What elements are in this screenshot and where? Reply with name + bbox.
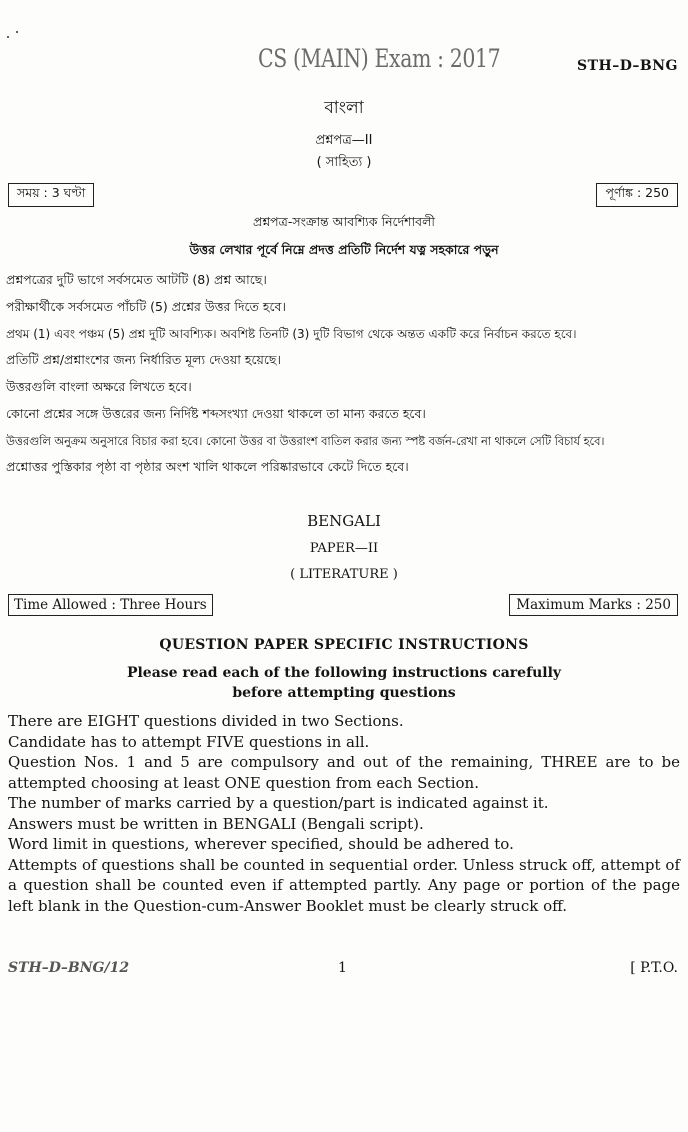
english-instruction-line: Attempts of questions shall be counted in sequential order. Unless struck off, attempt of a question shall be counted even if attempted partly. Any page or portion of the page left blank in the Question-cum-Answer Booklet must be clearly struck off.	[8, 855, 680, 915]
page-number: 1	[338, 960, 347, 976]
bengali-time-box: সময় : 3 ঘণ্টা	[8, 183, 94, 207]
bengali-instructions-heading: প্রশ্নপত্র-সংক্রান্ত আবশ্যিক নির্দেশাবলী	[252, 214, 436, 229]
bengali-instruction-line: কোনো প্রশ্নের সঙ্গে উত্তরের জন্য নির্দিষ্ট শব্দসংখ্যা দেওয়া থাকলে তা মান্য করতে হবে।	[6, 406, 426, 421]
bengali-instruction-line: প্রথম (1) এবং পঞ্চম (5) প্রশ্ন দুটি আবশ্যিক। অবশিষ্ট তিনটি (3) দুটি বিভাগ থেকে অন্তত একটি করে নির্বাচন করতে হবে।	[6, 327, 577, 341]
footer-code: STH–D–BNG/12	[8, 960, 130, 976]
english-instruction-line: Candidate has to attempt FIVE questions in all.	[8, 732, 370, 751]
scan-speck	[16, 31, 18, 33]
english-instruction-line: Question Nos. 1 and 5 are compulsory and out of the remaining, THREE are to be attempted choosing at least ONE question from each Section.	[8, 753, 680, 792]
english-instructions-heading: QUESTION PAPER SPECIFIC INSTRUCTIONS	[159, 637, 529, 653]
english-instructions-subheading-1: Please read each of the following instructions carefully	[126, 665, 562, 681]
english-subtitle: ( LITERATURE )	[290, 567, 398, 582]
bengali-instruction-line: পরীক্ষার্থীকে সর্বসমেত পাঁচটি (5) প্রশ্নের উত্তর দিতে হবে।	[6, 299, 286, 314]
bengali-instruction-line: প্রশ্নোত্তর পুস্তিকার পৃষ্ঠা বা পৃষ্ঠার অংশ খালি থাকলে পরিষ্কারভাবে কেটে দিতে হবে।	[6, 459, 409, 474]
bengali-marks-box: পূর্ণাঙ্ক : 250	[596, 183, 678, 207]
scan-speck	[7, 36, 9, 38]
bengali-instruction-line: উত্তরগুলি বাংলা অক্ষরে লিখতে হবে।	[6, 379, 192, 394]
english-instruction-line: Word limit in questions, wherever specified, should be adhered to.	[8, 835, 514, 853]
bengali-instruction-line: প্রশ্নপত্রের দুটি ভাগে সর্বসমেত আটটি (8) প্রশ্ন আছে।	[6, 272, 267, 287]
english-time-box: Time Allowed : Three Hours	[8, 594, 213, 616]
exam-title-stamp: CS (MAIN) Exam : 2017	[258, 44, 501, 73]
bengali-instructions-subheading: উত্তর লেখার পূর্বে নিম্নে প্রদত্ত প্রতিটি নির্দেশ যত্ন সহকারে পড়ুন	[189, 242, 499, 257]
bengali-instruction-line: প্রতিটি প্রশ্ন/প্রশ্নাংশের জন্য নির্ধারিত মূল্য দেওয়া হয়েছে।	[6, 352, 281, 367]
bengali-subtitle: ( সাহিত্য )	[316, 155, 372, 170]
english-paper: PAPER—II	[309, 541, 379, 556]
pto-marker: [ P.T.O.	[630, 960, 678, 976]
paper-code: STH–D–BNG	[577, 58, 678, 74]
bengali-subject: বাংলা	[324, 98, 364, 118]
english-instruction-line: The number of marks carried by a question/part is indicated against it.	[8, 794, 549, 812]
english-subject: BENGALI	[307, 512, 381, 530]
bengali-paper: প্রশ্নপত্র—II	[315, 133, 373, 148]
english-instructions-subheading-2: before attempting questions	[232, 685, 456, 701]
english-marks-box: Maximum Marks : 250	[509, 594, 678, 616]
english-instruction-line: Answers must be written in BENGALI (Bengali script).	[8, 814, 424, 833]
english-instructions-list	[8, 711, 680, 916]
english-instruction-line: There are EIGHT questions divided in two Sections.	[8, 712, 404, 730]
bengali-instruction-line: উত্তরগুলি অনুক্রম অনুসারে বিচার করা হবে। কোনো উত্তর বা উত্তরাংশ বাতিল করার জন্য স্পষ্ট বর্জন-রেখা না থাকলে সেটি বিচার্য হবে।	[6, 435, 605, 448]
